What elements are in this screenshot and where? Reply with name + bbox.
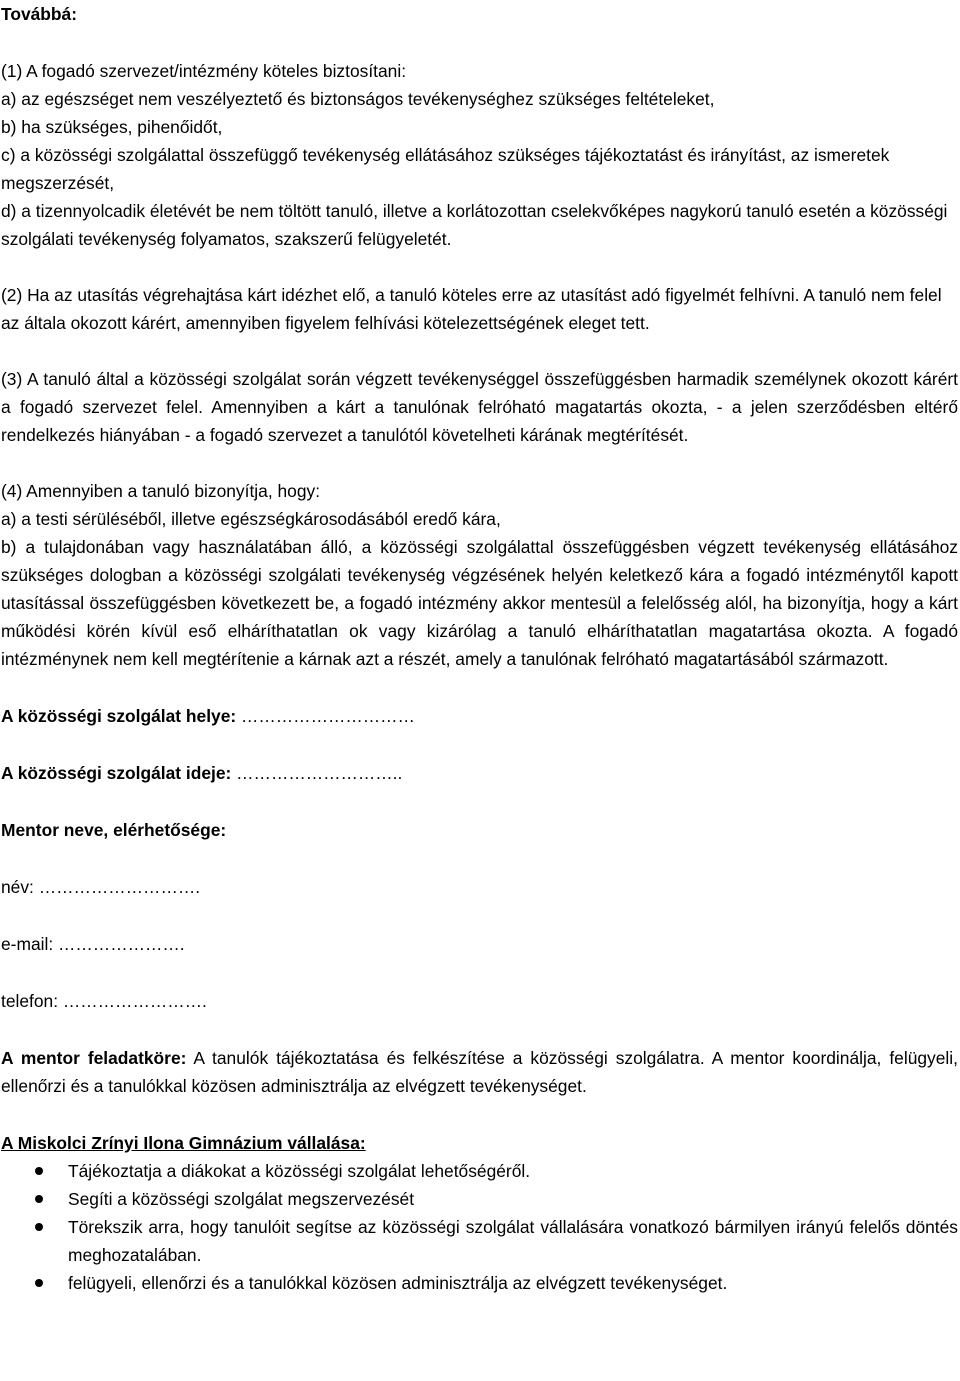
list-item-text: Törekszik arra, hogy tanulóit segítse az közösségi szolgálat vállalására vonatkozó bármilyen irányú felelős döntés meghozatalában. <box>68 1217 958 1265</box>
section-1-item-a: a) az egészséget nem veszélyeztető és biztonságos tevékenységhez szükséges feltételeket, <box>1 89 715 109</box>
section-1 <box>1 57 958 253</box>
bullet-icon <box>35 1279 43 1287</box>
time-field <box>1 759 958 787</box>
spacer <box>1 337 958 365</box>
spacer <box>1 844 958 873</box>
spacer <box>1 449 958 477</box>
section-4-intro: (4) Amennyiben a tanuló bizonyítja, hogy: <box>1 481 321 501</box>
list-item <box>1 1157 958 1185</box>
spacer <box>1 253 958 281</box>
mentor-email-label: e-mail: <box>1 934 54 954</box>
mentor-duties-text: A tanulók tájékoztatása és felkészítése a közösségi szolgálatra. A mentor koordinálja, felügyeli, ellenőrzi és a tanulókkal közösen adminisztrálja az elvégzett tevékenységet. <box>1 1048 958 1096</box>
spacer <box>1 958 958 987</box>
mentor-name-label: név: <box>1 877 34 897</box>
mentor-duties-label: A mentor feladatköre: <box>1 1048 187 1068</box>
spacer <box>1 28 958 57</box>
section-1-intro: (1) A fogadó szervezet/intézmény köteles biztosítani: <box>1 61 407 81</box>
place-label: A közösségi szolgálat helye: <box>1 706 237 726</box>
mentor-phone-value: ……………………. <box>58 991 207 1011</box>
section-1-item-b: b) ha szükséges, pihenőidőt, <box>1 117 223 137</box>
time-label: A közösségi szolgálat ideje: <box>1 763 232 783</box>
mentor-name-value: ………………………. <box>33 877 201 897</box>
mentor-phone-field <box>1 987 958 1015</box>
list-item <box>1 1185 958 1213</box>
section-1-item-c: c) a közösségi szolgálattal összefüggő tevékenység ellátásához szükséges tájékoztatást és irányítást, az ismeretek megszerzését, <box>1 145 890 193</box>
mentor-email-value: …………………. <box>53 934 185 954</box>
time-value: ……………………….. <box>231 763 403 783</box>
mentor-email-field <box>1 930 958 958</box>
place-field <box>1 702 958 730</box>
place-value: ………………………… <box>236 706 415 726</box>
mentor-phone-label: telefon: <box>1 991 59 1011</box>
school-commitment-list <box>1 1157 958 1297</box>
spacer <box>1 673 958 702</box>
bullet-icon <box>35 1195 43 1203</box>
section-4-item-b: b) a tulajdonában vagy használatában álló, a közösségi szolgálattal összefüggésben végzett tevékenység ellátásához szükséges dologban a közösségi szolgálati tevékenység végzésének helyén keletkező kára a fogadó intézménytől kapott utasítással összefüggésben következett be, a fogadó intézmény akkor mentesül a felelősség alól, ha bizonyítja, hogy a kárt működési körén kívül eső elháríthatatlan ok vagy kizárólag a tanuló elháríthatatlan magatartása okozta. A fogadó intézménynek nem kell megtérítenie a kárnak azt a részét, amely a tanulónak felróható magatartásából származott. <box>1 537 958 669</box>
school-commitment-heading: A Miskolci Zrínyi Ilona Gimnázium vállalása: <box>1 1133 366 1153</box>
list-item-text: Tájékoztatja a diákokat a közösségi szolgálat lehetőségéről. <box>68 1161 531 1181</box>
page-heading: Továbbá: <box>1 4 78 24</box>
list-item <box>1 1213 958 1269</box>
mentor-duties <box>1 1044 958 1100</box>
list-item-text: Segíti a közösségi szolgálat megszervezését <box>68 1189 415 1209</box>
mentor-name-field <box>1 873 958 901</box>
spacer <box>1 787 958 816</box>
spacer <box>1 1015 958 1044</box>
document-page <box>1 0 958 1297</box>
bullet-icon <box>35 1167 43 1175</box>
list-item-text: felügyeli, ellenőrzi és a tanulókkal közösen adminisztrálja az elvégzett tevékenységet. <box>68 1273 728 1293</box>
section-4 <box>1 477 958 673</box>
mentor-heading: Mentor neve, elérhetősége: <box>1 820 227 840</box>
spacer <box>1 730 958 759</box>
spacer <box>1 1100 958 1129</box>
list-item <box>1 1269 958 1297</box>
spacer <box>1 901 958 930</box>
section-1-item-d: d) a tizennyolcadik életévét be nem töltött tanuló, illetve a korlátozottan cselekvőképes nagykorú tanuló esetén a közösségi szolgálati tevékenység folyamatos, szakszerű felügyeletét. <box>1 201 948 249</box>
bullet-icon <box>35 1223 43 1231</box>
section-3: (3) A tanuló által a közösségi szolgálat során végzett tevékenységgel összefüggésben harmadik személynek okozott kárért a fogadó szervezet felel. Amennyiben a kárt a tanulónak felróható magatartás okozta, - a jelen szerződésben eltérő rendelkezés hiányában - a fogadó szervezet a tanulótól követelheti kárának megtérítését. <box>1 369 958 445</box>
section-2: (2) Ha az utasítás végrehajtása kárt idézhet elő, a tanuló köteles erre az utasítást adó figyelmét felhívni. A tanuló nem felel az általa okozott kárért, amennyiben figyelem felhívási kötelezettségének eleget tett. <box>1 285 942 333</box>
section-4-item-a: a) a testi sérüléséből, illetve egészségkárosodásából eredő kára, <box>1 509 501 529</box>
